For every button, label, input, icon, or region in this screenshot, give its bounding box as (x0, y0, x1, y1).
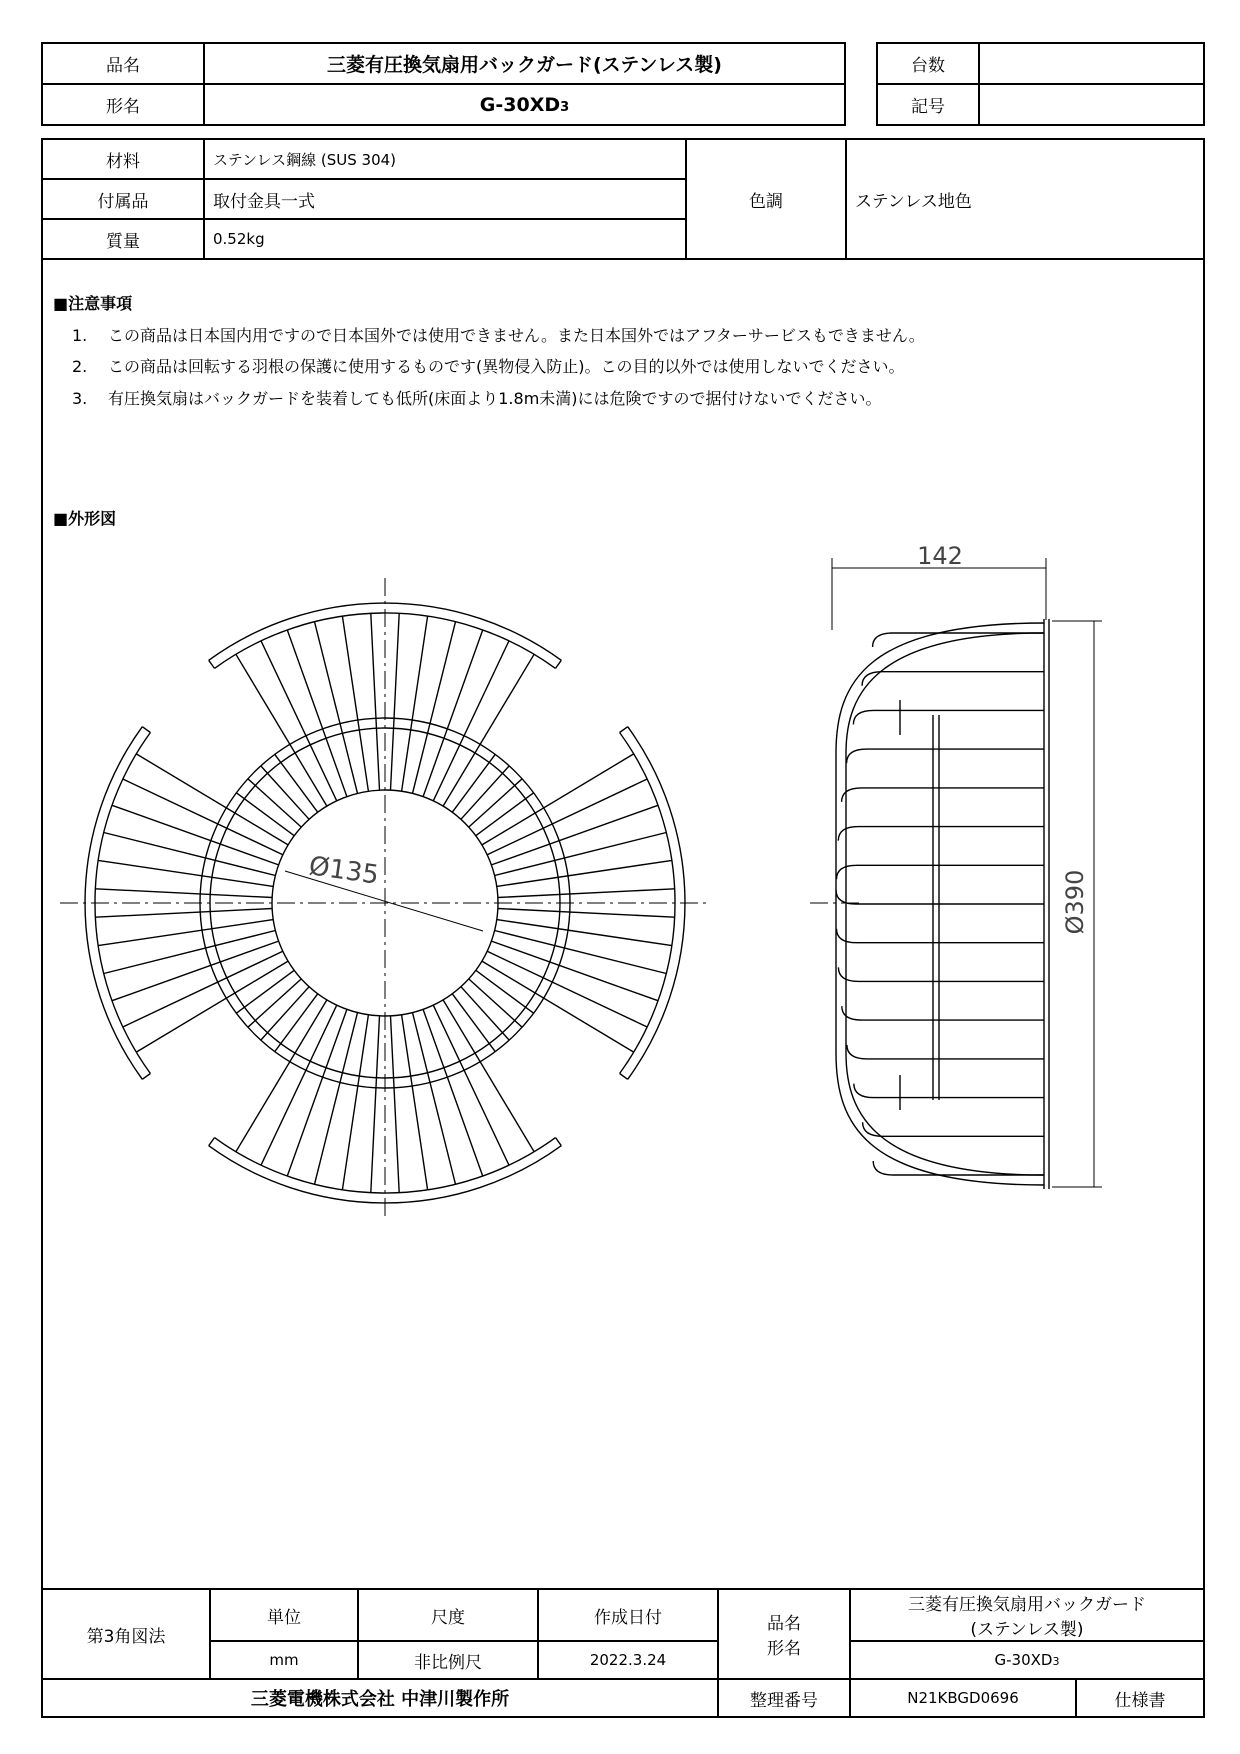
mass-label: 質量 (42, 219, 204, 259)
scale-label: 尺度 (358, 1589, 538, 1641)
radial-wire (342, 616, 368, 791)
date-value: 2022.3.24 (538, 1641, 718, 1679)
material-label: 材料 (42, 139, 204, 179)
projection-method: 第3角図法 (42, 1589, 210, 1679)
radial-wire (469, 979, 522, 1027)
product-name-label: 品名 (42, 43, 204, 84)
dim-outer-diameter: Ø390 (1061, 869, 1089, 935)
note-item-3 (72, 386, 882, 409)
ref-number: N21KBGD0696 (850, 1679, 1076, 1717)
side-rib (847, 1045, 1044, 1059)
doc-type: 仕様書 (1076, 1679, 1204, 1717)
note-num: 3. (72, 389, 88, 408)
product-name: 三菱有圧換気扇用バックガード(ステンレス製) (204, 43, 845, 84)
footer-model-main: G-30XD (994, 1651, 1053, 1669)
dim-inner-diameter: Ø135 (307, 851, 381, 891)
color-value: ステンレス地色 (846, 139, 1204, 259)
rim-end (142, 1074, 150, 1080)
side-rib (853, 710, 1044, 724)
material-value: ステンレス鋼線 (SUS 304) (204, 139, 686, 179)
model-sub: 3 (560, 99, 570, 115)
accessories-label: 付属品 (42, 179, 204, 219)
accessories-value: 取付金具一式 (204, 179, 686, 219)
side-rib (837, 929, 1045, 943)
side-rib (862, 672, 1044, 686)
note-item-2 (72, 354, 905, 377)
radial-wire (498, 889, 675, 898)
note-item-1 (72, 323, 925, 346)
radial-wire (469, 779, 522, 827)
radial-wire (275, 754, 318, 812)
model-name (204, 84, 845, 125)
radial-wire (236, 970, 294, 1013)
radial-wire (371, 1016, 380, 1193)
radial-wire (498, 909, 675, 918)
note-text: 有圧換気扇はバックガードを装着しても低所(床面より1.8m未満)には危険ですので据付けないでください。 (108, 389, 882, 408)
radial-wire (236, 654, 327, 806)
footer-model-sub: 3 (1052, 1655, 1060, 1668)
footer-product-line2: (ステンレス製) (970, 1620, 1084, 1640)
radial-wire (261, 766, 309, 819)
scale-value: 非比例尺 (358, 1641, 538, 1679)
model-main: G-30XD (479, 93, 561, 116)
footer-model (850, 1641, 1204, 1679)
spec-table (41, 138, 1205, 260)
radial-wire (236, 1000, 327, 1152)
radial-wire (461, 766, 509, 819)
side-rib (836, 890, 1044, 904)
company-name: 三菱電機株式会社 中津川製作所 (42, 1679, 718, 1717)
radial-wire (136, 754, 288, 845)
radial-wire (482, 961, 634, 1052)
qty-label: 台数 (877, 43, 979, 84)
side-rib (842, 1006, 1044, 1020)
rim-end (620, 727, 628, 733)
rim-end (620, 1074, 628, 1080)
name-label-1: 品名 (767, 1614, 801, 1634)
radial-wire (402, 616, 428, 791)
radial-wire (391, 613, 400, 790)
outline-drawing (0, 520, 1240, 1220)
radial-wire (391, 1016, 400, 1193)
radial-wire (248, 779, 301, 827)
radial-wire (342, 1015, 368, 1190)
front-view (60, 578, 710, 1220)
footer-product-line1: 三菱有圧換気扇用バックガード (908, 1595, 1146, 1615)
symbol-label: 記号 (877, 84, 979, 125)
side-rib (842, 788, 1044, 802)
side-rib (837, 865, 1045, 879)
unit-label: 単位 (210, 1589, 358, 1641)
radial-wire (443, 1000, 534, 1152)
radial-wire (476, 793, 534, 836)
note-text: この商品は回転する羽根の保護に使用するものです(異物侵入防止)。この目的以外では使用しないでください。 (108, 357, 905, 376)
side-rib (863, 1122, 1044, 1136)
radial-wire (402, 1015, 428, 1190)
color-label: 色調 (686, 139, 846, 259)
radial-wire (452, 754, 495, 812)
symbol-value (979, 84, 1204, 125)
rim-end (556, 660, 562, 668)
radial-wire (98, 920, 273, 946)
radial-wire (275, 994, 318, 1052)
radial-wire (497, 860, 672, 886)
radial-wire (136, 961, 288, 1052)
qty-value (979, 43, 1204, 84)
mass-value: 0.52kg (204, 219, 686, 259)
quantity-table (876, 42, 1205, 126)
radial-wire (497, 920, 672, 946)
radial-wire (461, 987, 509, 1040)
note-num: 2. (72, 357, 88, 376)
radial-wire (452, 994, 495, 1052)
notes-heading: ■注意事項 (53, 294, 133, 313)
radial-wire (95, 889, 272, 898)
radial-wire (95, 909, 272, 918)
dim-depth: 142 (917, 542, 963, 570)
side-rib (847, 749, 1044, 763)
radial-wire (98, 860, 273, 886)
model-label: 形名 (42, 84, 204, 125)
drawing-heading: ■外形図 (53, 509, 117, 528)
name-label-2: 形名 (767, 1639, 801, 1659)
radial-wire (482, 754, 634, 845)
note-num: 1. (72, 326, 88, 345)
side-view (810, 558, 1102, 1189)
side-rib (838, 967, 1044, 981)
radial-wire (236, 793, 294, 836)
radial-wire (476, 970, 534, 1013)
rim-end (556, 1138, 562, 1146)
header-table (41, 42, 846, 126)
side-rib (854, 1084, 1044, 1098)
footer-product-name (850, 1589, 1204, 1641)
rim-end (209, 1138, 215, 1146)
radial-wire (443, 654, 534, 806)
title-block (41, 1588, 1205, 1718)
radial-wire (371, 613, 380, 790)
rim-end (142, 727, 150, 733)
date-label: 作成日付 (538, 1589, 718, 1641)
name-labels (718, 1589, 850, 1679)
radial-wire (261, 987, 309, 1040)
radial-wire (248, 979, 301, 1027)
side-rib (838, 827, 1044, 841)
rim-end (209, 660, 215, 668)
ref-label: 整理番号 (718, 1679, 850, 1717)
note-text: この商品は日本国内用ですので日本国外では使用できません。また日本国外ではアフターサービスもできません。 (108, 326, 925, 345)
unit-value: mm (210, 1641, 358, 1679)
